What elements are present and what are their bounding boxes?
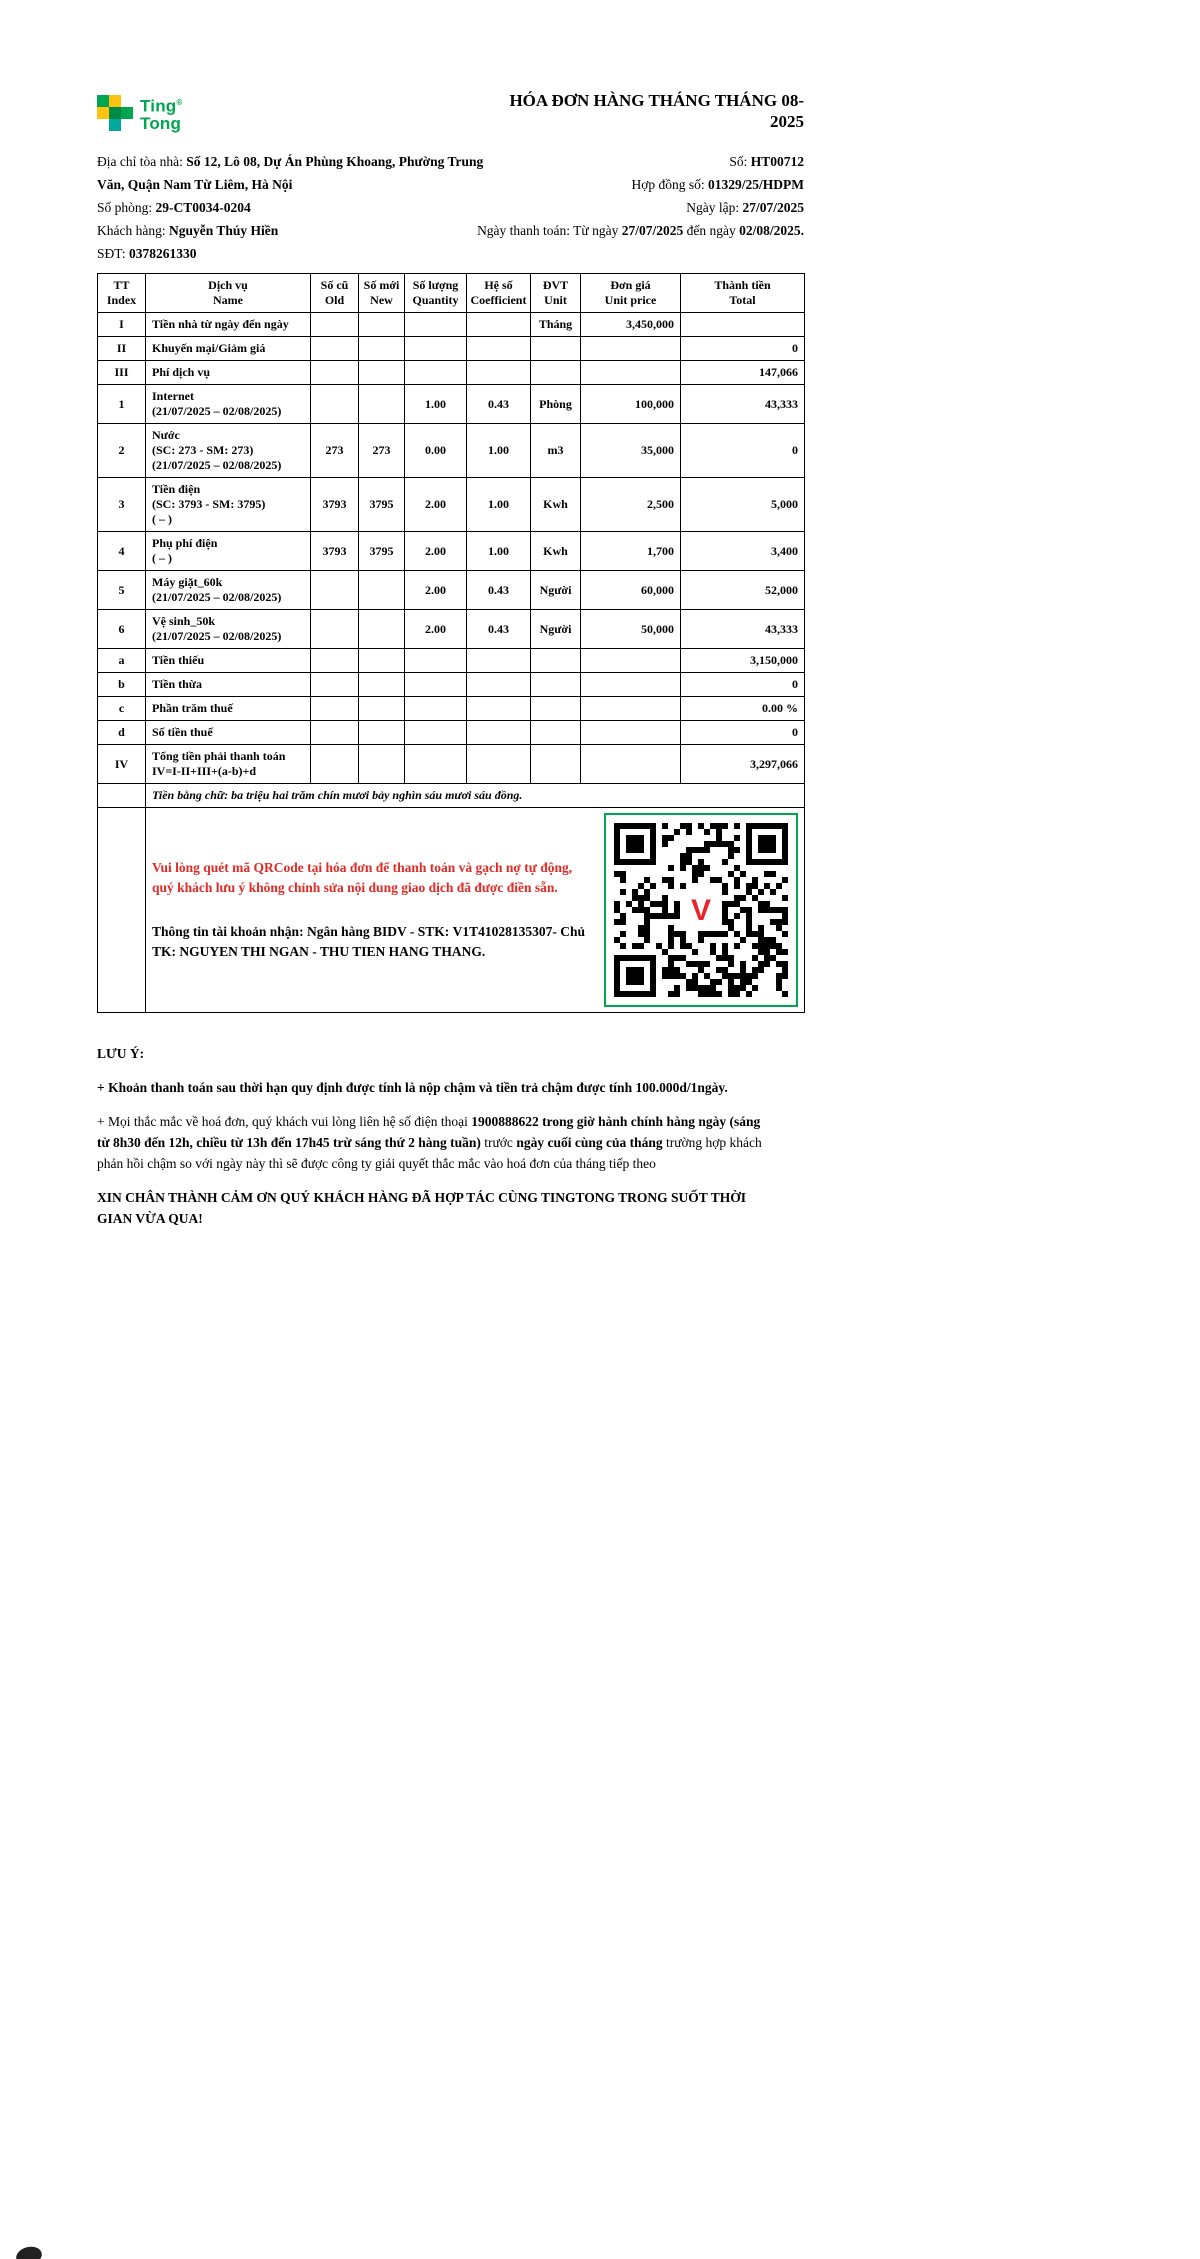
contract-number: Hợp đồng số: 01329/25/HDPM [631, 177, 804, 192]
cell-new [359, 610, 405, 649]
logo-square [109, 95, 121, 107]
cell-name [146, 571, 311, 610]
info-section [97, 150, 804, 267]
cell-price [581, 361, 681, 385]
cell-name [146, 337, 311, 361]
cell-coef [467, 361, 531, 385]
cell-old [311, 745, 359, 784]
cell-index: 3 [98, 478, 146, 532]
cell-coef [467, 337, 531, 361]
cell-new: 3795 [359, 532, 405, 571]
invoice-title: HÓA ĐƠN HÀNG THÁNG THÁNG 08-2025 [509, 91, 804, 131]
cell-qty: 2.00 [405, 571, 467, 610]
logo-word-tong: Tong [140, 113, 182, 133]
cell-price [581, 673, 681, 697]
service-name-line: Tiền điện [152, 482, 201, 496]
footer-notes [97, 1043, 765, 1229]
cell-coef: 0.43 [467, 571, 531, 610]
cell-total: 147,066 [681, 361, 805, 385]
thank-you-note: XIN CHÂN THÀNH CẢM ƠN QUÝ KHÁCH HÀNG ĐÃ HỢP TÁC CÙNG TINGTONG TRONG SUỐT THỜI GIAN VỪA QUA! [97, 1190, 746, 1226]
cell-total: 43,333 [681, 610, 805, 649]
cell-new [359, 649, 405, 673]
cell-old [311, 337, 359, 361]
cell-name [146, 721, 311, 745]
cell-qty [405, 337, 467, 361]
cell-name [146, 385, 311, 424]
cell-unit [531, 361, 581, 385]
service-name-line: Phí dịch vụ [152, 365, 211, 379]
cell-unit: Tháng [531, 313, 581, 337]
cell-price: 35,000 [581, 424, 681, 478]
service-name-line: Internet [152, 389, 194, 403]
invoice-row [98, 571, 805, 610]
cell-price [581, 745, 681, 784]
cell-new [359, 337, 405, 361]
service-name-line: Khuyến mại/Giảm giá [152, 341, 266, 355]
cell-name [146, 361, 311, 385]
invoice-row [98, 745, 805, 784]
cell-price: 1,700 [581, 532, 681, 571]
cell-name [146, 673, 311, 697]
cell-old [311, 721, 359, 745]
cell-index: 5 [98, 571, 146, 610]
cell-new [359, 673, 405, 697]
cell-qty [405, 745, 467, 784]
cell-price: 100,000 [581, 385, 681, 424]
invoice-row [98, 721, 805, 745]
service-name-line: Máy giặt_60k [152, 575, 223, 589]
cell-name [146, 697, 311, 721]
tingtong-logo-text [140, 94, 182, 132]
cell-unit [531, 673, 581, 697]
cell-new [359, 571, 405, 610]
service-name-line: (21/07/2025 – 02/08/2025) [152, 590, 282, 604]
cell-index: b [98, 673, 146, 697]
cell-name [146, 313, 311, 337]
cell-new [359, 745, 405, 784]
invoice-number: Số: HT00712 [729, 154, 804, 169]
cell-index: I [98, 313, 146, 337]
cell-coef [467, 697, 531, 721]
cell-coef [467, 673, 531, 697]
cell-price: 60,000 [581, 571, 681, 610]
cell-old [311, 361, 359, 385]
invoice-row [98, 697, 805, 721]
cell-coef: 1.00 [467, 478, 531, 532]
cell-coef [467, 649, 531, 673]
service-name-line: (21/07/2025 – 02/08/2025) [152, 458, 282, 472]
cell-unit [531, 337, 581, 361]
customer-phone: SĐT: 0378261330 [97, 246, 197, 261]
cell-total: 0.00 % [681, 697, 805, 721]
header [97, 90, 804, 136]
service-name-line: Nước [152, 428, 180, 442]
qr-code [604, 813, 798, 1007]
cell-index: 4 [98, 532, 146, 571]
cell-index: 2 [98, 424, 146, 478]
cell-total: 0 [681, 673, 805, 697]
cell-coef [467, 745, 531, 784]
invoice-row [98, 610, 805, 649]
invoice-row [98, 361, 805, 385]
cell-total: 3,400 [681, 532, 805, 571]
cell-old: 3793 [311, 532, 359, 571]
cell-price: 2,500 [581, 478, 681, 532]
cell-total: 52,000 [681, 571, 805, 610]
cell-index: 1 [98, 385, 146, 424]
service-name-line: Tiền thừa [152, 677, 202, 691]
cell-new [359, 313, 405, 337]
issue-date: Ngày lập: 27/07/2025 [686, 200, 804, 215]
service-name-line: Phần trăm thuế [152, 701, 233, 715]
invoice-content [97, 90, 804, 1242]
col-header-service: Dịch vụ Name [146, 274, 311, 313]
cell-qty: 0.00 [405, 424, 467, 478]
logo-square [97, 107, 109, 119]
cell-new [359, 721, 405, 745]
cell-old [311, 673, 359, 697]
cell-unit: Kwh [531, 532, 581, 571]
bank-account-info: Thông tin tài khoản nhận: Ngân hàng BIDV - STK: V1T41028135307- Chủ TK: NGUYEN THI NGAN - THU TIEN HANG THANG. [152, 924, 585, 959]
service-name-line: Vệ sinh_50k [152, 614, 216, 628]
late-payment-note: + Khoản thanh toán sau thời hạn quy định được tính là nộp chậm và tiền trả chậm được tính 100.000d/1ngày. [97, 1080, 728, 1095]
logo-word-ting: Ting [140, 96, 177, 116]
cell-qty [405, 649, 467, 673]
service-name-line: (SC: 273 - SM: 273) [152, 443, 254, 457]
tingtong-logo [97, 90, 182, 136]
room-number: Số phòng: 29-CT0034-0204 [97, 200, 251, 215]
cell-coef [467, 313, 531, 337]
cell-price: 3,450,000 [581, 313, 681, 337]
cell-new [359, 697, 405, 721]
cell-unit [531, 649, 581, 673]
qr-section [146, 808, 805, 1013]
invoice-row [98, 337, 805, 361]
qr-code-image [614, 823, 788, 997]
cell-old [311, 571, 359, 610]
cell-old [311, 697, 359, 721]
cell-unit: Kwh [531, 478, 581, 532]
customer-name: Khách hàng: Nguyễn Thúy Hiền [97, 223, 279, 238]
cell-price: 50,000 [581, 610, 681, 649]
col-header-unit-price: Đơn giá Unit price [581, 274, 681, 313]
cell-qty: 2.00 [405, 478, 467, 532]
col-header-total: Thành tiền Total [681, 274, 805, 313]
cell-total: 3,150,000 [681, 649, 805, 673]
cell-index: a [98, 649, 146, 673]
tingtong-logo-mark-icon [97, 95, 133, 131]
cell-total [681, 313, 805, 337]
cell-unit [531, 745, 581, 784]
invoice-table [97, 273, 805, 1013]
cell-coef: 1.00 [467, 424, 531, 478]
notes-heading: LƯU Ý: [97, 1046, 145, 1061]
service-name-line: Phụ phí điện [152, 536, 218, 550]
col-header-quantity: Số lượng Quantity [405, 274, 467, 313]
qr-instructions [152, 858, 597, 962]
cell-price [581, 649, 681, 673]
cell-index: III [98, 361, 146, 385]
cell-old [311, 610, 359, 649]
cell-index: II [98, 337, 146, 361]
logo-square [97, 95, 109, 107]
col-header-new: Số mới New [359, 274, 405, 313]
cell-price [581, 721, 681, 745]
service-name-line: IV=I-II+III+(a-b)+d [152, 764, 257, 778]
cell-index: IV [98, 745, 146, 784]
cell-unit [531, 697, 581, 721]
cell-total: 0 [681, 721, 805, 745]
cell-total: 3,297,066 [681, 745, 805, 784]
cell-qty [405, 697, 467, 721]
cell-old [311, 313, 359, 337]
qr-center-v-logo: V [690, 894, 712, 927]
cell-old [311, 649, 359, 673]
cell-qty: 2.00 [405, 532, 467, 571]
service-name-line: Tổng tiền phải thanh toán [152, 749, 286, 763]
invoice-row [98, 478, 805, 532]
cell-price [581, 337, 681, 361]
cell-qty [405, 313, 467, 337]
service-name-line: Tiền nhà từ ngày đến ngày [152, 317, 289, 331]
cell-empty [98, 808, 146, 1013]
amount-in-words-row [98, 784, 805, 808]
table-header-row [98, 274, 805, 313]
cell-new: 273 [359, 424, 405, 478]
cell-name [146, 745, 311, 784]
cell-qty: 1.00 [405, 385, 467, 424]
cell-old: 273 [311, 424, 359, 478]
service-name-line: ( – ) [152, 551, 172, 565]
cell-total: 0 [681, 337, 805, 361]
service-name-line: Tiền thiếu [152, 653, 205, 667]
cell-name [146, 478, 311, 532]
invoice-row [98, 649, 805, 673]
cell-name [146, 649, 311, 673]
cell-name [146, 610, 311, 649]
service-name-line: ( – ) [152, 512, 172, 526]
cell-unit: Người [531, 610, 581, 649]
cell-empty [98, 784, 146, 808]
invoice-row [98, 313, 805, 337]
cell-coef: 1.00 [467, 532, 531, 571]
invoice-meta [364, 150, 804, 242]
logo-square [121, 107, 133, 119]
service-name-line: (21/07/2025 – 02/08/2025) [152, 404, 282, 418]
cell-index: c [98, 697, 146, 721]
cell-coef: 0.43 [467, 385, 531, 424]
cell-price [581, 697, 681, 721]
invoice-row [98, 385, 805, 424]
cell-index: d [98, 721, 146, 745]
cell-total: 0 [681, 424, 805, 478]
col-header-unit: ĐVT Unit [531, 274, 581, 313]
service-name-line: Số tiền thuế [152, 725, 213, 739]
cell-new [359, 361, 405, 385]
cell-total: 5,000 [681, 478, 805, 532]
cell-qty [405, 721, 467, 745]
payment-period: Ngày thanh toán: Từ ngày 27/07/2025 đến ngày 02/08/2025. [477, 223, 804, 238]
qr-row [98, 808, 805, 1013]
col-header-coefficient: Hệ số Coefficient [467, 274, 531, 313]
cell-unit: Người [531, 571, 581, 610]
qr-payment-notice: Vui lòng quét mã QRCode tại hóa đơn để thanh toán và gạch nợ tự động, quý khách lưu ý không chỉnh sửa nội dung giao dịch đã được điền sẵn. [152, 860, 573, 895]
cell-qty [405, 361, 467, 385]
cell-new [359, 385, 405, 424]
cell-new: 3795 [359, 478, 405, 532]
invoice-row [98, 424, 805, 478]
service-name-line: (SC: 3793 - SM: 3795) [152, 497, 266, 511]
building-address: Địa chỉ tòa nhà: Số 12, Lô 08, Dự Án Phùng Khoang, Phường Trung Văn, Quận Nam Từ Liêm, Hà Nội [97, 154, 484, 192]
col-header-index: TT Index [98, 274, 146, 313]
cell-unit [531, 721, 581, 745]
invoice-row [98, 673, 805, 697]
amount-in-words: Tiền bằng chữ: ba triệu hai trăm chín mươi bảy nghìn sáu mươi sáu đồng. [146, 784, 805, 808]
cell-qty [405, 673, 467, 697]
cell-total: 43,333 [681, 385, 805, 424]
logo-square [109, 119, 121, 131]
cell-unit: Phòng [531, 385, 581, 424]
logo-square [109, 107, 121, 119]
page-smudge-artifact [14, 2244, 44, 2259]
cell-index: 6 [98, 610, 146, 649]
cell-name [146, 532, 311, 571]
cell-name [146, 424, 311, 478]
service-name-line: (21/07/2025 – 02/08/2025) [152, 629, 282, 643]
col-header-old: Số cũ Old [311, 274, 359, 313]
invoice-row [98, 532, 805, 571]
cell-old: 3793 [311, 478, 359, 532]
cell-old [311, 385, 359, 424]
cell-coef [467, 721, 531, 745]
cell-coef: 0.43 [467, 610, 531, 649]
cell-qty: 2.00 [405, 610, 467, 649]
contact-note: + Mọi thắc mắc về hoá đơn, quý khách vui lòng liên hệ số điện thoại 1900888622 trong giờ hành chính hàng ngày (sáng từ 8h30 đến 12h, chiều từ 13h đến 17h45 trừ sáng thứ 2 hàng tuần) trước ngày cuối cùng của tháng trường hợp khách phản hồi chậm so với ngày này thì sẽ được công ty giải quyết thắc mắc vào hoá đơn của tháng tiếp theo [97, 1114, 762, 1171]
cell-unit: m3 [531, 424, 581, 478]
registered-mark: ® [176, 98, 183, 108]
